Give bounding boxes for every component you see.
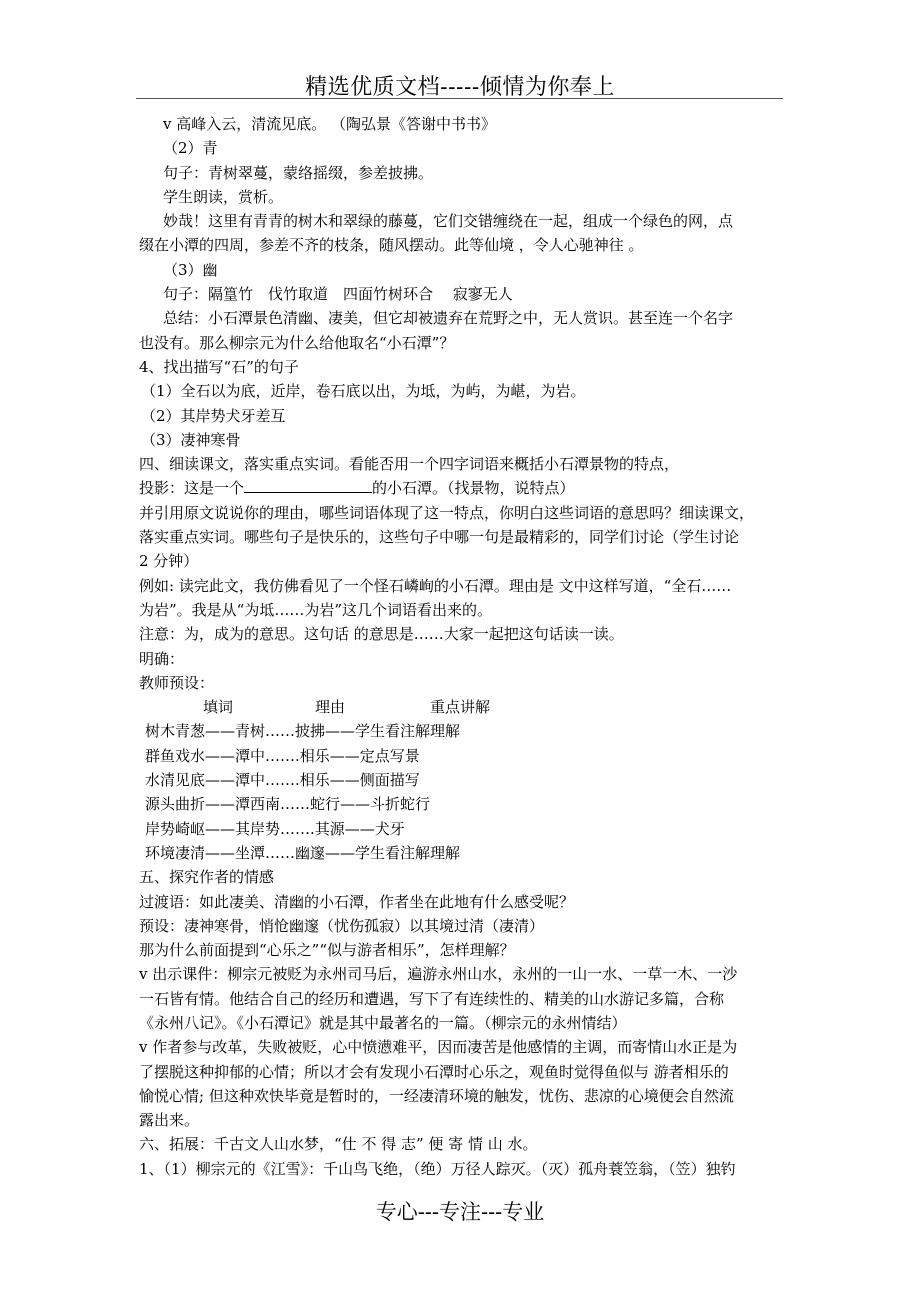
text-line: v 出示课件：柳宗元被贬为永州司马后，遍游永州山水，永州的一山一水、一草一木、一沙 [139,965,738,984]
text-line: 落实重点实词。哪些句子是快乐的，这些句子中哪一句是最精彩的，同学们讨论（学生讨论 [139,528,740,547]
text-line: 为岩”。我是从“为坻……为岩”这几个词语看出来的。 [139,600,493,619]
section-heading: 4、找出描写“石”的句子 [139,357,299,376]
table-header-cell: 填词 [203,698,234,717]
text-line: 露出来。 [139,1111,200,1130]
table-row: 群鱼戏水——潭中…….相乐——定点写景 [145,746,420,765]
page-header: 精选优质文档-----倾情为你奉上 [305,75,615,100]
text-line: 并引用原文说说你的理由，哪些词语体现了这一特点，你明白这些词语的意思吗？细读课文， [139,503,755,522]
table-row: 源头曲折——潭西南……蛇行——斗折蛇行 [145,795,431,814]
table-row: 树木青葱——青树……披拂——学生看注解理解 [145,722,461,741]
text-line: （2）青 [163,139,218,158]
table-row: 岸势崎岖——其岸势…….其源——犬牙 [145,819,405,838]
text-line: 缀在小潭的四周，参差不齐的枝条，随风摆动。此等仙境 ，令人心驰神往 。 [139,236,644,255]
text-line: 例如: 读完此文，我仿佛看见了一个怪石嶙峋的小石潭。理由是 文中这样写道，“全石…… [139,576,732,595]
text-line: v 作者参与改革，失败被贬，心中愤懑难平，因而凄苦是他感情的主调，而寄情山水正是为 [139,1038,738,1057]
text-line: 愉悦心情; 但这种欢快毕竟是暂时的，一经凄清环境的触发，忧伤、悲凉的心境便会自然流 [139,1086,734,1105]
text-line: 句子：隔篁竹 伐竹取道 四面竹树环合 寂寥无人 [163,285,513,304]
section-heading: 五、探究作者的情感 [139,868,275,887]
text-line: 学生朗读，赏析。 [163,187,284,206]
text-line: v 高峰入云，清流见底。 （陶弘景《答谢中书书》 [163,115,497,133]
text-line: 了摆脱这种抑郁的心情；所以才会有发现小石潭时心乐之，观鱼时觉得鱼似与 游者相乐的 [139,1062,729,1081]
text-line: 也没有。那么柳宗元为什么给他取名“小石潭”？ [139,333,455,352]
page-footer: 专心---专注---专业 [375,1200,545,1224]
text-line: 预设：凄神寒骨，悄怆幽邃（忧伤孤寂）以其境过清（凄清） [139,916,545,935]
table-row: 环境凄清——坐潭……幽邃——学生看注解理解 [145,843,461,862]
fill-in-prefix: 投影：这是一个 [139,479,245,498]
fill-in-line [139,476,789,500]
table-header-cell: 理由 [315,698,346,717]
fill-in-blank [244,478,372,493]
text-line: 句子：青树翠蔓，蒙络摇缀，参差披拂。 [163,163,434,182]
text-line: 2 分钟） [139,552,199,571]
table-row: 水清见底——潭中…….相乐——侧面描写 [145,771,420,790]
text-line: 那为什么前面提到“心乐之”“似与游者相乐”，怎样理解？ [139,941,515,960]
text-line: （2）其岸势犬牙差互 [141,406,286,425]
text-line: 注意：为，成为的意思。这句话 的意思是……大家一起把这句话读一读。 [139,625,624,644]
table-header [139,695,789,719]
text-line: 总结：小石潭景色清幽、凄美，但它却被遗弃在荒野之中，无人赏识。甚至连一个名字 [163,309,734,328]
section-heading: 六、拓展：千古文人山水梦，“仕 不 得 志” 便 寄 情 山 水。 [139,1135,538,1154]
text-line: （3）幽 [163,260,218,279]
text-line: 教师预设： [139,673,215,692]
table-header-cell: 重点讲解 [430,698,491,717]
text-line: 一石皆有情。他结合自己的经历和遭遇，写下了有连续性的、精美的山水游记多篇，合称 [139,989,725,1008]
document-body [139,112,789,1181]
fill-in-suffix: 的小石潭。（找景物，说特点） [372,479,575,498]
text-line: 过渡语：如此凄美、清幽的小石潭，作者坐在此地有什么感受呢？ [139,892,575,911]
text-line: 明确： [139,649,185,668]
header-divider [136,98,783,99]
text-line: （3）凄神寒骨 [141,430,241,449]
section-heading: 四、细读课文，落实重点实词。看能否用一个四字词语来概括小石潭景物的特点， [139,455,680,474]
text-line: 《永州八记》。《小石潭记》就是其中最著名的一篇。（柳宗元的永州情结） [139,1013,627,1032]
text-line: 1、（1）柳宗元的《江雪》：千山鸟飞绝，（绝）万径人踪灭。（灭）孤舟蓑笠翁，（笠）独钓 [139,1159,736,1178]
text-line: （1）全石以为底，近岸，卷石底以出，为坻，为屿，为嵁，为岩。 [141,382,586,401]
text-line: 妙哉！这里有青青的树木和翠绿的藤蔓，它们交错缠绕在一起，组成一个绿色的网，点 [163,212,734,231]
